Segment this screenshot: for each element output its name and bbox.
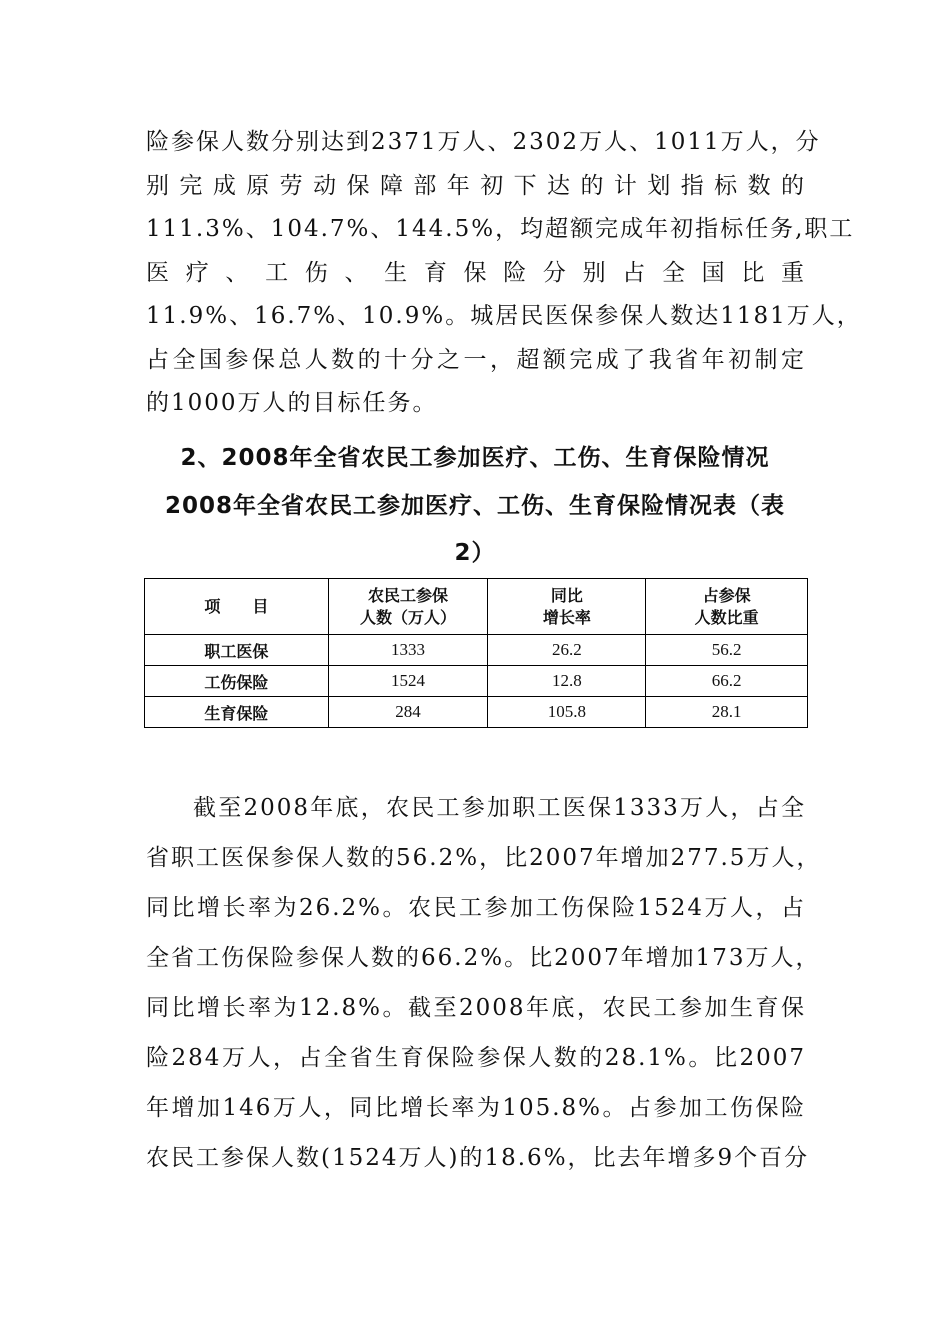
row-count: 1524: [328, 666, 488, 697]
paragraph-line: 年增加146万人，同比增长率为105.8%。占参加工伤保险: [146, 1095, 806, 1121]
row-item: 职工医保: [145, 635, 329, 666]
paragraph-line: 全省工伤保险参保人数的66.2%。比2007年增加173万人，: [146, 945, 821, 971]
paragraph-line: 省职工医保参保人数的56.2%，比2007年增加277.5万人，: [146, 845, 822, 871]
row-share: 28.1: [646, 697, 808, 728]
row-growth: 12.8: [488, 666, 646, 697]
paragraph-line: 险参保人数分别达到2371万人、2302万人、1011万人，分: [146, 129, 821, 155]
paragraph-line: 11.9%、16.7%、10.9%。城居民医保参保人数达1181万人，: [146, 303, 862, 329]
paragraph-line: 截至2008年底，农民工参加职工医保1333万人，占全: [193, 795, 806, 821]
paragraph-line: 111.3%、104.7%、144.5%，均超额完成年初指标任务,职工: [146, 216, 855, 242]
table-row: [145, 635, 808, 666]
row-count: 1333: [328, 635, 488, 666]
paragraph-line: 险284万人，占全省生育保险参保人数的28.1%。比2007: [146, 1045, 806, 1071]
header-count: 农民工参保 人数（万人）: [328, 579, 488, 635]
row-growth: 105.8: [488, 697, 646, 728]
row-share: 66.2: [646, 666, 808, 697]
paragraph-line: 占全国参保总人数的十分之一，超额完成了我省年初制定: [146, 347, 806, 373]
table-row: [145, 697, 808, 728]
table-header-row: [145, 579, 808, 635]
table-row: [145, 666, 808, 697]
header-item: 项 目: [145, 579, 329, 635]
row-share: 56.2: [646, 635, 808, 666]
paragraph-line: 别完成原劳动保障部年初下达的计划指标数的: [146, 173, 806, 199]
row-item: 生育保险: [145, 697, 329, 728]
header-share: 占参保 人数比重: [646, 579, 808, 635]
paragraph-line: 农民工参保人数(1524万人)的18.6%，比去年增多9个百分: [146, 1145, 810, 1171]
row-growth: 26.2: [488, 635, 646, 666]
paragraph-line: 同比增长率为12.8%。截至2008年底，农民工参加生育保: [146, 995, 806, 1021]
paragraph-line: 的1000万人的目标任务。: [146, 390, 438, 416]
header-growth: 同比 增长率: [488, 579, 646, 635]
paragraph-line: 医疗、工伤、生育保险分别占全国比重: [146, 260, 806, 286]
insurance-table: [144, 578, 808, 728]
row-item: 工伤保险: [145, 666, 329, 697]
section-heading: 2、2008年全省农民工参加医疗、工伤、生育保险情况: [180, 445, 770, 471]
table-caption-continued: 2）: [454, 540, 496, 566]
row-count: 284: [328, 697, 488, 728]
paragraph-line: 同比增长率为26.2%。农民工参加工伤保险1524万人，占: [146, 895, 806, 921]
table-caption: 2008年全省农民工参加医疗、工伤、生育保险情况表（表: [164, 493, 785, 519]
